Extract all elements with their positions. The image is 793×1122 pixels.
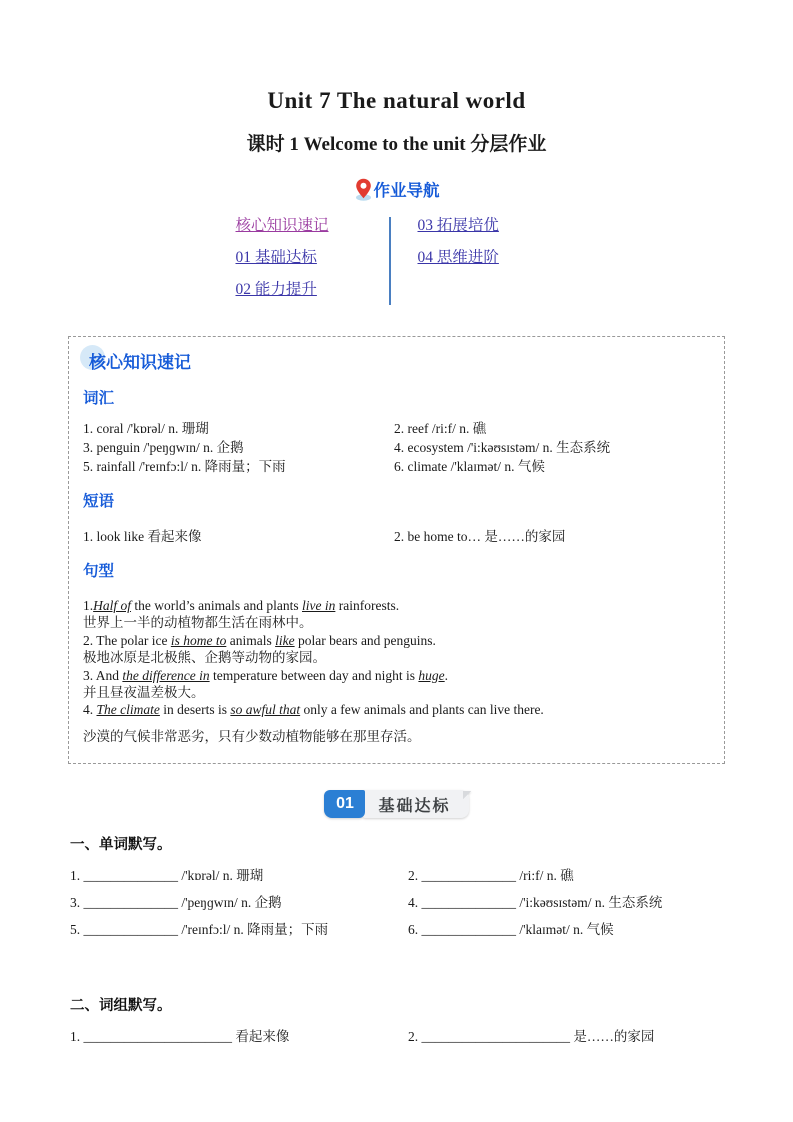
sentence-en: 3. And the difference in temperature between day and night is huge.: [83, 667, 449, 683]
phrase-dictation-item: 2. ______________________ 是……的家园: [408, 1029, 655, 1045]
sentence-en: 2. The polar ice is home to animals like polar bears and penguins.: [83, 632, 436, 648]
sentence-zh: 世界上一半的动植物都生活在雨林中。: [83, 615, 313, 631]
vocab-item: 3. penguin /'peŋɡwɪn/ n. 企鹅: [83, 440, 244, 455]
vocab-heading: 词汇: [83, 390, 115, 407]
exercise-section: [70, 833, 723, 1044]
sentence-zh: 极地冰原是北极熊、企鹅等动物的家园。: [83, 650, 326, 666]
word-dictation-item: 6. ______________ /'klaɪmət/ n. 气候: [408, 922, 614, 938]
core-knowledge-title: 核心知识速记: [89, 348, 191, 373]
location-pin-icon: [354, 178, 373, 201]
word-dictation-item: 3. ______________ /'peŋɡwɪn/ n. 企鹅: [70, 895, 282, 911]
sentence-en: 1.Half of the world’s animals and plants live in rainforests.: [83, 598, 400, 613]
word-dictation-list: [70, 868, 723, 937]
word-dictation-item: 4. ______________ /'i:kəʊsɪstəm/ n. 生态系统: [408, 895, 663, 911]
vocab-item: 6. climate /'klaɪmət/ n. 气候: [394, 459, 545, 474]
word-dictation-item: 1. ______________ /'kɒrəl/ n. 珊瑚: [70, 868, 264, 884]
exercise-phrase-dictation-title: 二、词组默写。: [70, 998, 172, 1015]
badge-number: 01: [324, 790, 365, 818]
phrase-dictation-list: [70, 1029, 723, 1044]
nav-link-02-ability[interactable]: 02 能力提升: [235, 281, 317, 299]
section-01-badge: [324, 790, 468, 818]
vocab-list: [83, 419, 710, 476]
patterns-heading: 句型: [83, 563, 115, 580]
phrase-list: [83, 527, 710, 546]
nav-link-04-thinking[interactable]: 04 思维进阶: [417, 249, 499, 267]
vocab-item: 1. coral /'kɒrəl/ n. 珊瑚: [83, 421, 209, 436]
nav-header: [0, 177, 793, 201]
vocab-item: 5. rainfall /'reɪnfɔ:l/ n. 降雨量；下雨: [83, 459, 286, 474]
page-title: Unit 7 The natural world: [267, 88, 526, 113]
nav-link-core-knowledge[interactable]: 核心知识速记: [235, 217, 329, 234]
phrase-dictation-item: 1. ______________________ 看起来像: [70, 1029, 290, 1045]
page-subtitle: 课时 1 Welcome to the unit 分层作业: [246, 134, 547, 155]
vocab-item: 4. ecosystem /'i:kəʊsɪstəm/ n. 生态系统: [394, 440, 611, 455]
nav-link-01-basics[interactable]: 01 基础达标: [235, 249, 317, 267]
word-dictation-item: 5. ______________ /'reɪnfɔ:l/ n. 降雨量；下雨: [70, 922, 329, 938]
nav-link-03-extension[interactable]: 03 拓展培优: [417, 217, 499, 234]
sentence-zh: 沙漠的气候非常恶劣，只有少数动植物能够在那里存活。: [83, 728, 421, 744]
vocab-item: 2. reef /ri:f/ n. 礁: [394, 421, 487, 436]
badge-label: 基础达标: [363, 790, 468, 818]
sentence-zh: 并且昼夜温差极大。: [83, 685, 205, 701]
phrases-heading: 短语: [83, 493, 115, 510]
word-dictation-item: 2. ______________ /ri:f/ n. 礁: [408, 868, 574, 884]
core-knowledge-box: [68, 336, 725, 764]
phrase-item: 1. look like 看起来像: [83, 529, 202, 544]
exercise-word-dictation-title: 一、单词默写。: [70, 837, 172, 854]
nav-links: [0, 217, 793, 305]
phrase-item: 2. be home to… 是……的家园: [394, 529, 566, 544]
sentence-patterns: [83, 597, 710, 745]
sentence-en: 4. The climate in deserts is so awful that only a few animals and plants can live there.: [83, 702, 544, 718]
nav-header-label: 作业导航: [373, 182, 440, 200]
